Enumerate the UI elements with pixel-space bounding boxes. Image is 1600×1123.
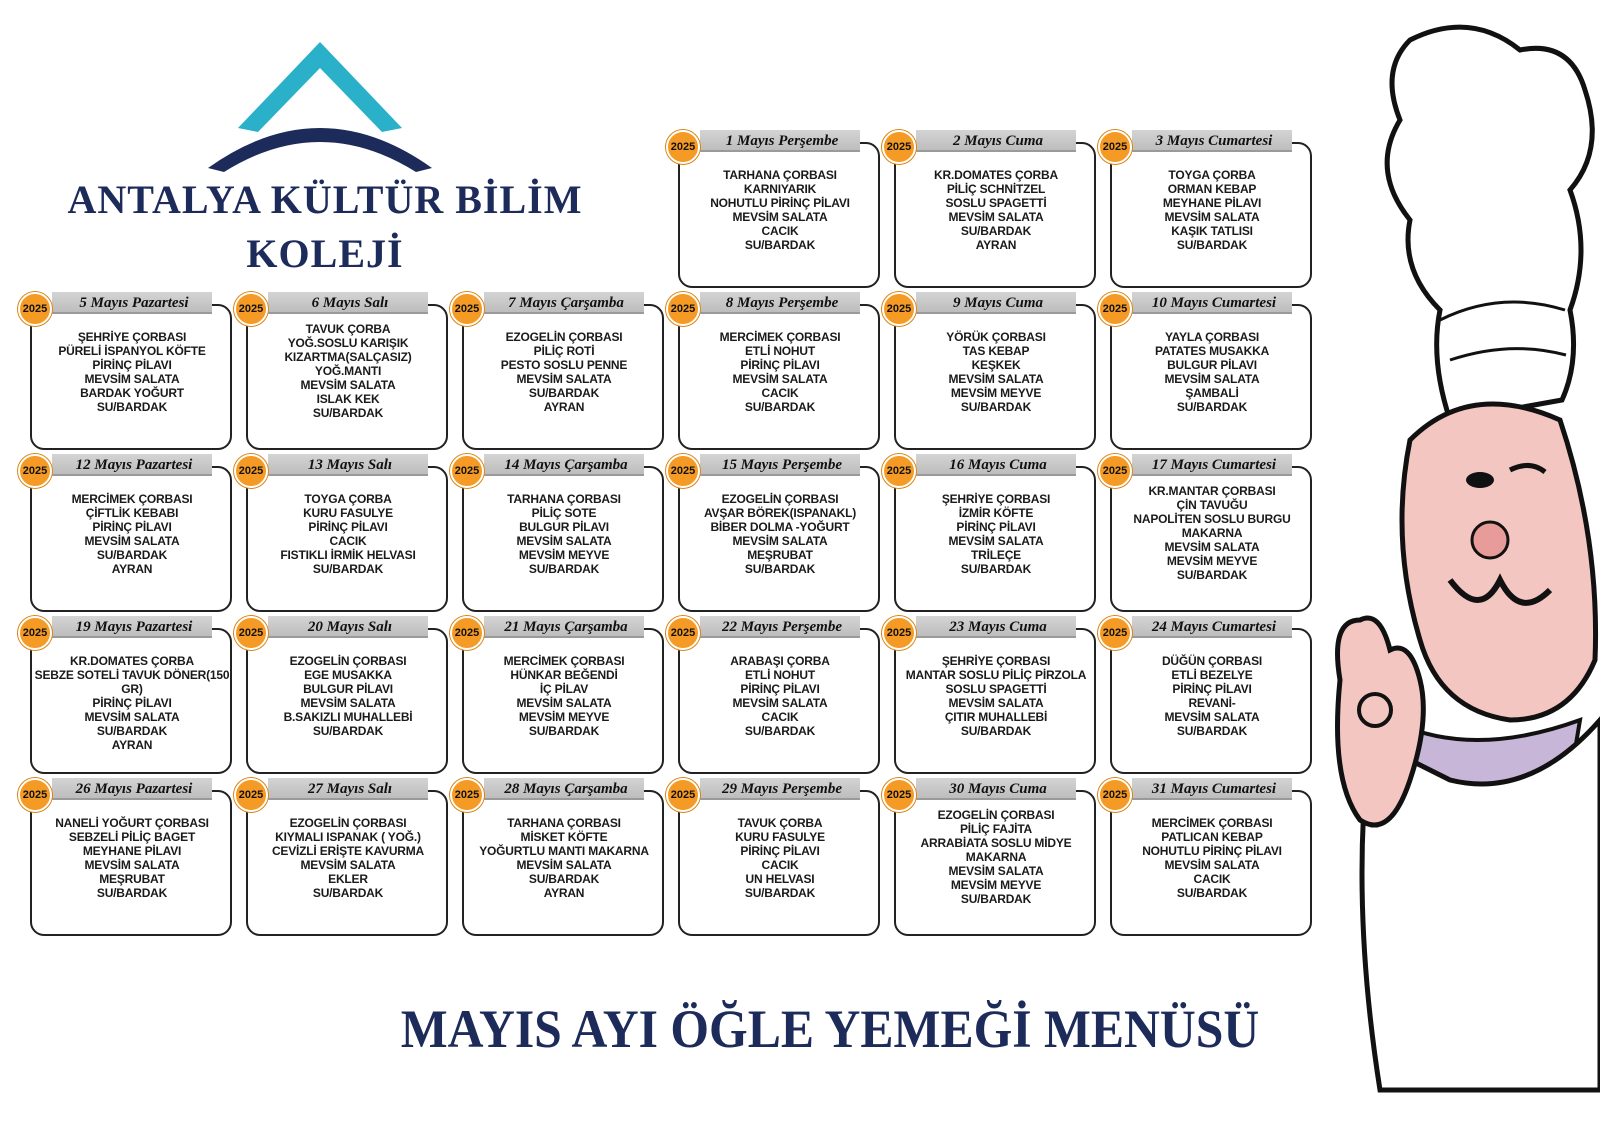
year-badge: 2025 (666, 130, 700, 164)
menu-item: MAKARNA (965, 850, 1027, 864)
menu-item: NANELİ YOĞURT ÇORBASI (55, 816, 209, 830)
menu-item: SU/BARDAK (528, 872, 600, 886)
menu-item: İZMİR KÖFTE (958, 506, 1034, 520)
menu-item: PİRİNÇ PİLAVI (92, 520, 172, 534)
menu-item: MEVSİM SALATA (1164, 372, 1260, 386)
menu-item-list (680, 492, 880, 576)
day-date-label: 28 Mayıs Çarşamba (504, 781, 628, 797)
menu-item-list (464, 330, 664, 414)
menu-item: PİLİÇ FAJİTA (959, 822, 1033, 836)
day-menu-card (1098, 778, 1312, 936)
menu-item: MEVSİM MEYVE (950, 386, 1042, 400)
menu-item-list (248, 816, 448, 900)
menu-item: YAYLA ÇORBASI (1164, 330, 1260, 344)
menu-item: SU/BARDAK (1176, 400, 1248, 414)
menu-item: BULGUR PİLAVI (303, 682, 393, 696)
menu-item: CACIK (329, 534, 367, 548)
menu-item-list (464, 492, 664, 576)
year-badge: 2025 (234, 616, 268, 650)
menu-item: ÇİN TAVUĞU (1176, 498, 1248, 512)
menu-item: CEVİZLİ ERİŞTE KAVURMA (271, 844, 425, 858)
day-menu-card (882, 130, 1096, 288)
menu-item: MEVSİM SALATA (732, 696, 828, 710)
menu-item: KARNIYARIK (743, 182, 817, 196)
menu-item: NOHUTLU PİRİNÇ PİLAVI (710, 196, 850, 210)
menu-item: AYRAN (543, 886, 585, 900)
day-date-label: 27 Mayıs Salı (307, 781, 393, 797)
menu-item: MEYHANE PİLAVI (82, 844, 182, 858)
menu-item: MEVSİM SALATA (300, 858, 396, 872)
menu-title: MAYIS AYI ÖĞLE YEMEĞİ MENÜSÜ (400, 999, 1260, 1059)
year-badge: 2025 (882, 292, 916, 326)
menu-item-list (680, 816, 880, 900)
menu-item: ŞEHRİYE ÇORBASI (941, 654, 1051, 668)
menu-item: EZOGELİN ÇORBASI (721, 492, 839, 506)
year-badge: 2025 (1098, 778, 1132, 812)
year-badge: 2025 (666, 778, 700, 812)
menu-item: YOĞURTLU MANTI MAKARNA (479, 844, 649, 858)
day-menu-card (1098, 454, 1312, 612)
menu-item: MEVSİM SALATA (948, 372, 1044, 386)
menu-item: MAKARNA (1181, 526, 1243, 540)
day-date-label: 30 Mayıs Cuma (949, 781, 1047, 797)
menu-item: FISTIKLI İRMİK HELVASI (280, 548, 416, 562)
menu-item-list (896, 808, 1096, 906)
menu-item: MEVSİM MEYVE (518, 548, 610, 562)
logo-roof-shape (238, 42, 402, 132)
menu-item: MEVSİM SALATA (300, 696, 396, 710)
menu-item: TARHANA ÇORBASI (723, 168, 837, 182)
menu-item: TAVUK ÇORBA (305, 322, 391, 336)
menu-item-list (680, 654, 880, 738)
day-menu-card (18, 292, 232, 450)
menu-item: AVŞAR BÖREK(ISPANAKL) (703, 506, 857, 520)
year-badge: 2025 (450, 616, 484, 650)
menu-item: SU/BARDAK (960, 724, 1032, 738)
day-date-label: 8 Mayıs Perşembe (725, 295, 839, 311)
menu-item-list (896, 654, 1096, 738)
menu-item: B.SAKIZLI MUHALLEBİ (283, 710, 413, 724)
menu-item: MEVSİM MEYVE (1166, 554, 1258, 568)
menu-item: KR.DOMATES ÇORBA (934, 168, 1058, 182)
menu-item: MİSKET KÖFTE (520, 830, 608, 844)
menu-item: MEVSİM SALATA (1164, 710, 1260, 724)
day-menu-card (882, 778, 1096, 936)
menu-item: EKLER (328, 872, 368, 886)
year-badge: 2025 (18, 778, 52, 812)
menu-item: SU/BARDAK (312, 886, 384, 900)
menu-item: NAPOLİTEN SOSLU BURGU (1133, 512, 1291, 526)
menu-item: EZOGELİN ÇORBASI (937, 808, 1055, 822)
menu-item: PİLİÇ SCHNİTZEL (946, 182, 1046, 196)
menu-item: MEYHANE PİLAVI (1162, 196, 1262, 210)
day-date-label: 13 Mayıs Salı (307, 457, 393, 473)
menu-item: UN HELVASI (745, 872, 815, 886)
menu-item-list (32, 816, 232, 900)
menu-item: SU/BARDAK (1176, 886, 1248, 900)
menu-item: CACIK (761, 224, 799, 238)
menu-item: PESTO SOSLU PENNE (500, 358, 628, 372)
menu-item: SU/BARDAK (528, 562, 600, 576)
year-badge: 2025 (1098, 616, 1132, 650)
menu-item: SU/BARDAK (744, 238, 816, 252)
menu-item: MEŞRUBAT (99, 872, 165, 886)
menu-item: MERCİMEK ÇORBASI (719, 330, 841, 344)
menu-item: SU/BARDAK (96, 886, 168, 900)
menu-item: NOHUTLU PİRİNÇ PİLAVI (1142, 844, 1282, 858)
menu-item: SU/BARDAK (1176, 238, 1248, 252)
menu-item: SU/BARDAK (528, 724, 600, 738)
menu-item: MEVSİM SALATA (732, 372, 828, 386)
menu-item: REVANİ- (1188, 696, 1236, 710)
menu-item: DÜĞÜN ÇORBASI (1161, 654, 1263, 668)
day-menu-card (666, 292, 880, 450)
menu-item: PATATES MUSAKKA (1154, 344, 1270, 358)
menu-item: YOĞ.SOSLU KARIŞIK (287, 336, 409, 350)
menu-item-list (464, 816, 664, 900)
day-date-label: 14 Mayıs Çarşamba (504, 457, 628, 473)
day-menu-card (18, 778, 232, 936)
day-menu-card (450, 292, 664, 450)
menu-item: MEVSİM SALATA (948, 534, 1044, 548)
menu-item: SU/BARDAK (744, 562, 816, 576)
menu-item: SU/BARDAK (744, 400, 816, 414)
menu-item: SOSLU SPAGETTİ (945, 196, 1047, 210)
menu-item: TARHANA ÇORBASI (507, 492, 621, 506)
menu-item: ŞEHRİYE ÇORBASI (77, 330, 187, 344)
menu-item: AYRAN (975, 238, 1017, 252)
menu-item-list (248, 322, 448, 420)
menu-item-list (680, 168, 880, 252)
day-menu-card (234, 292, 448, 450)
menu-item: KURU FASULYE (735, 830, 825, 844)
year-badge: 2025 (1098, 292, 1132, 326)
menu-item: ÇİFTLİK KEBABI (85, 506, 179, 520)
year-badge: 2025 (882, 454, 916, 488)
menu-item: PİRİNÇ PİLAVI (740, 358, 820, 372)
menu-item: SU/BARDAK (960, 892, 1032, 906)
menu-item: TOYGA ÇORBA (304, 492, 392, 506)
menu-item: SU/BARDAK (312, 406, 384, 420)
menu-item: MEVSİM SALATA (948, 696, 1044, 710)
menu-item: ÇITIR MUHALLEBİ (944, 710, 1048, 724)
menu-item: ISLAK KEK (316, 392, 380, 406)
day-date-label: 15 Mayıs Perşembe (722, 457, 842, 473)
menu-item: BİBER DOLMA -YOĞURT (710, 520, 850, 534)
menu-item: ETLİ NOHUT (745, 668, 815, 682)
menu-item: SU/BARDAK (1176, 724, 1248, 738)
day-menu-card (450, 616, 664, 774)
year-badge: 2025 (1098, 130, 1132, 164)
menu-item: MEŞRUBAT (747, 548, 813, 562)
menu-item: SU/BARDAK (96, 400, 168, 414)
menu-item: MEVSİM SALATA (84, 372, 180, 386)
menu-item: PİRİNÇ PİLAVI (956, 520, 1036, 534)
menu-item: MEVSİM SALATA (300, 378, 396, 392)
menu-item: MEVSİM SALATA (516, 372, 612, 386)
day-menu-card (666, 454, 880, 612)
menu-item: ŞAMBALİ (1185, 386, 1239, 400)
menu-item: ŞEHRİYE ÇORBASI (941, 492, 1051, 506)
year-badge: 2025 (1098, 454, 1132, 488)
menu-item: CACIK (761, 858, 799, 872)
menu-item: AYRAN (111, 562, 153, 576)
menu-item: SU/BARDAK (960, 400, 1032, 414)
school-name-line1: ANTALYA KÜLTÜR BİLİM (67, 177, 583, 222)
day-date-label: 24 Mayıs Cumartesi (1151, 619, 1277, 635)
year-badge: 2025 (450, 778, 484, 812)
menu-item: PATLICAN KEBAP (1161, 830, 1263, 844)
menu-item: ORMAN KEBAP (1167, 182, 1257, 196)
menu-item: PİRİNÇ PİLAVI (740, 844, 820, 858)
year-badge: 2025 (18, 454, 52, 488)
day-menu-card (666, 616, 880, 774)
menu-item: KURU FASULYE (303, 506, 393, 520)
menu-item: EZOGELİN ÇORBASI (289, 654, 407, 668)
menu-item: ETLİ BEZELYE (1171, 668, 1253, 682)
day-menu-card (234, 454, 448, 612)
menu-item: SU/BARDAK (96, 548, 168, 562)
menu-item: İÇ PİLAV (539, 682, 589, 696)
menu-item: KR.MANTAR ÇORBASI (1148, 484, 1276, 498)
menu-item: SEBZE SOTELİ TAVUK DÖNER(150 GR) (34, 668, 230, 696)
day-date-label: 10 Mayıs Cumartesi (1151, 295, 1277, 311)
day-menu-card (1098, 616, 1312, 774)
school-name-line2: KOLEJİ (246, 231, 404, 276)
menu-item: ARABAŞI ÇORBA (730, 654, 830, 668)
day-menu-card (234, 778, 448, 936)
year-badge: 2025 (666, 292, 700, 326)
menu-item: KIYMALI ISPANAK ( YOĞ.) (275, 830, 421, 844)
day-date-label: 3 Mayıs Cumartesi (1155, 133, 1273, 149)
menu-item: KEŞKEK (971, 358, 1021, 372)
menu-item-list (32, 492, 232, 576)
day-menu-card (450, 454, 664, 612)
menu-item: MERCİMEK ÇORBASI (71, 492, 193, 506)
menu-item: HÜNKAR BEĞENDİ (510, 668, 618, 682)
menu-item: YOĞ.MANTI (314, 364, 382, 378)
menu-item: PİRİNÇ PİLAVI (308, 520, 388, 534)
menu-item: MANTAR SOSLU PİLİÇ PİRZOLA (905, 668, 1087, 682)
day-date-label: 29 Mayıs Perşembe (722, 781, 842, 797)
logo-arc-shape (208, 128, 432, 172)
day-menu-card (882, 616, 1096, 774)
menu-item: BULGUR PİLAVI (519, 520, 609, 534)
menu-item: PİRİNÇ PİLAVI (740, 682, 820, 696)
menu-item: MEVSİM MEYVE (950, 878, 1042, 892)
day-date-label: 7 Mayıs Çarşamba (508, 295, 624, 311)
menu-item: MEVSİM SALATA (516, 858, 612, 872)
menu-item: MEVSİM SALATA (84, 534, 180, 548)
menu-item: MERCİMEK ÇORBASI (1151, 816, 1273, 830)
menu-item: TAVUK ÇORBA (737, 816, 823, 830)
menu-item-list (1112, 654, 1312, 738)
menu-item: MEVSİM SALATA (516, 534, 612, 548)
day-date-label: 5 Mayıs Pazartesi (79, 295, 189, 311)
menu-item: YÖRÜK ÇORBASI (946, 330, 1046, 344)
menu-item-list (1112, 168, 1312, 252)
menu-item-list (680, 330, 880, 414)
menu-item: TOYGA ÇORBA (1168, 168, 1256, 182)
menu-item: MEVSİM SALATA (84, 858, 180, 872)
day-menu-card (666, 130, 880, 288)
menu-item-list (464, 654, 664, 738)
menu-item: SU/BARDAK (312, 562, 384, 576)
school-logo (200, 40, 440, 180)
menu-item: BULGUR PİLAVI (1167, 358, 1257, 372)
menu-item: CACIK (1193, 872, 1231, 886)
day-date-label: 19 Mayıs Pazartesi (75, 619, 193, 635)
day-date-label: 2 Mayıs Cuma (952, 133, 1043, 149)
day-date-label: 26 Mayıs Pazartesi (75, 781, 193, 797)
menu-item: SU/BARDAK (960, 562, 1032, 576)
menu-item: EGE MUSAKKA (304, 668, 392, 682)
menu-item: EZOGELİN ÇORBASI (289, 816, 407, 830)
menu-item: MEVSİM SALATA (732, 210, 828, 224)
menu-item: MEVSİM SALATA (948, 864, 1044, 878)
menu-item-list (896, 330, 1096, 414)
menu-item: SU/BARDAK (1176, 568, 1248, 582)
menu-item: MEVSİM SALATA (1164, 540, 1260, 554)
menu-item-list (896, 168, 1096, 252)
menu-item-list (1112, 330, 1312, 414)
day-date-label: 21 Mayıs Çarşamba (504, 619, 628, 635)
day-menu-card (18, 454, 232, 612)
menu-item: CACIK (761, 710, 799, 724)
day-menu-card (882, 292, 1096, 450)
menu-item: MEVSİM SALATA (84, 710, 180, 724)
menu-item: SU/BARDAK (528, 386, 600, 400)
year-badge: 2025 (18, 292, 52, 326)
year-badge: 2025 (882, 778, 916, 812)
menu-item: ARRABİATA SOSLU MİDYE (920, 836, 1072, 850)
chef-illustration (1330, 20, 1600, 1100)
menu-item-list (32, 654, 232, 752)
menu-item: PİRİNÇ PİLAVI (1172, 682, 1252, 696)
menu-item: SU/BARDAK (96, 724, 168, 738)
day-menu-card (1098, 130, 1312, 288)
day-date-label: 1 Mayıs Perşembe (725, 133, 839, 149)
menu-item-list (248, 492, 448, 576)
menu-item: TARHANA ÇORBASI (507, 816, 621, 830)
menu-item: SEBZELİ PİLİÇ BAGET (68, 830, 196, 844)
day-date-label: 31 Mayıs Cumartesi (1151, 781, 1277, 797)
day-date-label: 20 Mayıs Salı (307, 619, 393, 635)
day-menu-card (1098, 292, 1312, 450)
menu-item: EZOGELİN ÇORBASI (505, 330, 623, 344)
menu-item: TAS KEBAP (962, 344, 1030, 358)
menu-item: ETLİ NOHUT (745, 344, 815, 358)
year-badge: 2025 (234, 292, 268, 326)
menu-item: PİLİÇ SOTE (531, 506, 597, 520)
year-badge: 2025 (882, 130, 916, 164)
menu-item: PİRİNÇ PİLAVI (92, 696, 172, 710)
menu-item: CACIK (761, 386, 799, 400)
day-date-label: 6 Mayıs Salı (311, 295, 389, 311)
menu-item: BARDAK YOĞURT (80, 386, 184, 400)
day-menu-card (234, 616, 448, 774)
day-menu-card (882, 454, 1096, 612)
year-badge: 2025 (450, 292, 484, 326)
day-date-label: 23 Mayıs Cuma (949, 619, 1047, 635)
year-badge: 2025 (234, 454, 268, 488)
menu-item: MEVSİM SALATA (732, 534, 828, 548)
menu-item: PİRİNÇ PİLAVI (92, 358, 172, 372)
menu-item: PİLİÇ ROTİ (533, 344, 595, 358)
menu-item: MEVSİM SALATA (948, 210, 1044, 224)
menu-item: SU/BARDAK (960, 224, 1032, 238)
day-date-label: 16 Mayıs Cuma (949, 457, 1047, 473)
menu-item: MERCİMEK ÇORBASI (503, 654, 625, 668)
menu-item: AYRAN (111, 738, 153, 752)
menu-item: SOSLU SPAGETTİ (945, 682, 1047, 696)
year-badge: 2025 (666, 454, 700, 488)
year-badge: 2025 (450, 454, 484, 488)
menu-item-list (32, 330, 232, 414)
menu-item: MEVSİM SALATA (1164, 858, 1260, 872)
menu-item: KR.DOMATES ÇORBA (70, 654, 194, 668)
menu-item-list (896, 492, 1096, 576)
menu-item: SU/BARDAK (744, 724, 816, 738)
menu-item: AYRAN (543, 400, 585, 414)
menu-item-list (1112, 816, 1312, 900)
menu-item-list (1112, 484, 1312, 582)
menu-item: TRİLEÇE (971, 548, 1021, 562)
menu-item: KIZARTMA(SALÇASIZ) (284, 350, 412, 364)
day-menu-card (450, 778, 664, 936)
day-date-label: 17 Mayıs Cumartesi (1151, 457, 1277, 473)
menu-item: KAŞIK TATLISI (1171, 224, 1253, 238)
menu-item-list (248, 654, 448, 738)
menu-item: PÜRELİ İSPANYOL KÖFTE (58, 344, 206, 358)
year-badge: 2025 (18, 616, 52, 650)
menu-item: MEVSİM SALATA (516, 696, 612, 710)
day-menu-card (18, 616, 232, 774)
year-badge: 2025 (666, 616, 700, 650)
day-date-label: 12 Mayıs Pazartesi (75, 457, 193, 473)
day-menu-card (666, 778, 880, 936)
year-badge: 2025 (234, 778, 268, 812)
year-badge: 2025 (882, 616, 916, 650)
day-date-label: 22 Mayıs Perşembe (722, 619, 842, 635)
menu-item: MEVSİM SALATA (1164, 210, 1260, 224)
menu-item: SU/BARDAK (312, 724, 384, 738)
day-date-label: 9 Mayıs Cuma (952, 295, 1043, 311)
menu-item: SU/BARDAK (744, 886, 816, 900)
menu-item: MEVSİM MEYVE (518, 710, 610, 724)
